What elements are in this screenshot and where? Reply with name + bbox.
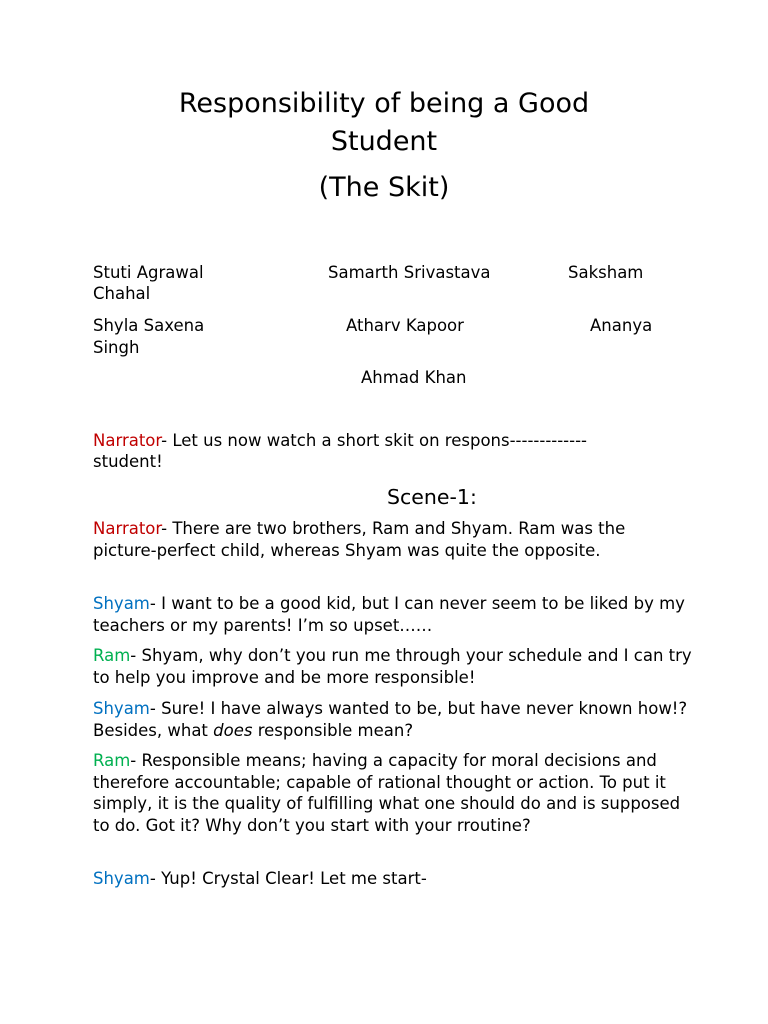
title-line-2: Student <box>330 126 438 157</box>
cast-name: Shyla Saxena <box>93 316 205 335</box>
dialogue-emphasis: does <box>213 720 253 740</box>
dialogue-line <box>93 868 693 890</box>
dialogue-line <box>93 593 693 636</box>
cast-name-wrap: Singh <box>93 338 140 357</box>
dialogue-text: - Shyam, why don’t you run me through your schedule and I can try to help you improve and be more responsible! <box>93 646 692 687</box>
speaker-shyam: Shyam <box>93 869 150 888</box>
cast-name: Samarth Srivastava <box>328 263 491 282</box>
cast-name: Ahmad Khan <box>361 368 467 387</box>
intro-text: - Let us now watch a short skit on respons------------- <box>161 431 587 450</box>
speaker-ram: Ram <box>93 646 131 665</box>
speaker-narrator: Narrator <box>93 431 162 450</box>
intro-line-2: student! <box>93 452 163 471</box>
speaker-shyam: Shyam <box>93 594 150 613</box>
dialogue-text: - Sure! I have always wanted to be, but have never known how!? Besides, what <box>93 699 688 740</box>
dialogue-text: - Yup! Crystal Clear! Let me start- <box>149 869 427 888</box>
speaker-ram: Ram <box>93 751 131 770</box>
dialogue-text: - There are two brothers, Ram and Shyam. Ram was the picture-perfect child, whereas Shyam was quite the opposite. <box>93 519 626 560</box>
dialogue-line <box>93 750 693 836</box>
speaker-shyam: Shyam <box>93 699 150 718</box>
cast-name-wrap: Chahal <box>93 284 151 303</box>
dialogue-line <box>93 645 693 688</box>
dialogue-text: - I want to be a good kid, but I can never seem to be liked by my teachers or my parents! I’m so upset…… <box>93 594 685 635</box>
cast-name: Atharv Kapoor <box>346 316 464 335</box>
dialogue-line <box>93 518 693 561</box>
title-line-1: Responsibility of being a Good <box>178 88 590 119</box>
dialogue-line <box>93 698 693 741</box>
cast-name: Stuti Agrawal <box>93 263 204 282</box>
intro-line-1 <box>93 430 587 451</box>
scene-heading: Scene-1: <box>387 485 477 509</box>
dialogue-text: - Responsible means; having a capacity for moral decisions and therefore accountable; capable of rational thought or action. To put it simply, it is the quality of fulfilling what one should do and is supposed to do. Got it? Why don’t you start with your rroutine? <box>93 751 681 835</box>
speaker-narrator: Narrator <box>93 519 162 538</box>
cast-name: Saksham <box>568 263 644 282</box>
document-title <box>100 85 668 161</box>
dialogue-text: responsible mean? <box>252 720 414 740</box>
document-subtitle: (The Skit) <box>318 172 450 203</box>
cast-name: Ananya <box>590 316 653 335</box>
